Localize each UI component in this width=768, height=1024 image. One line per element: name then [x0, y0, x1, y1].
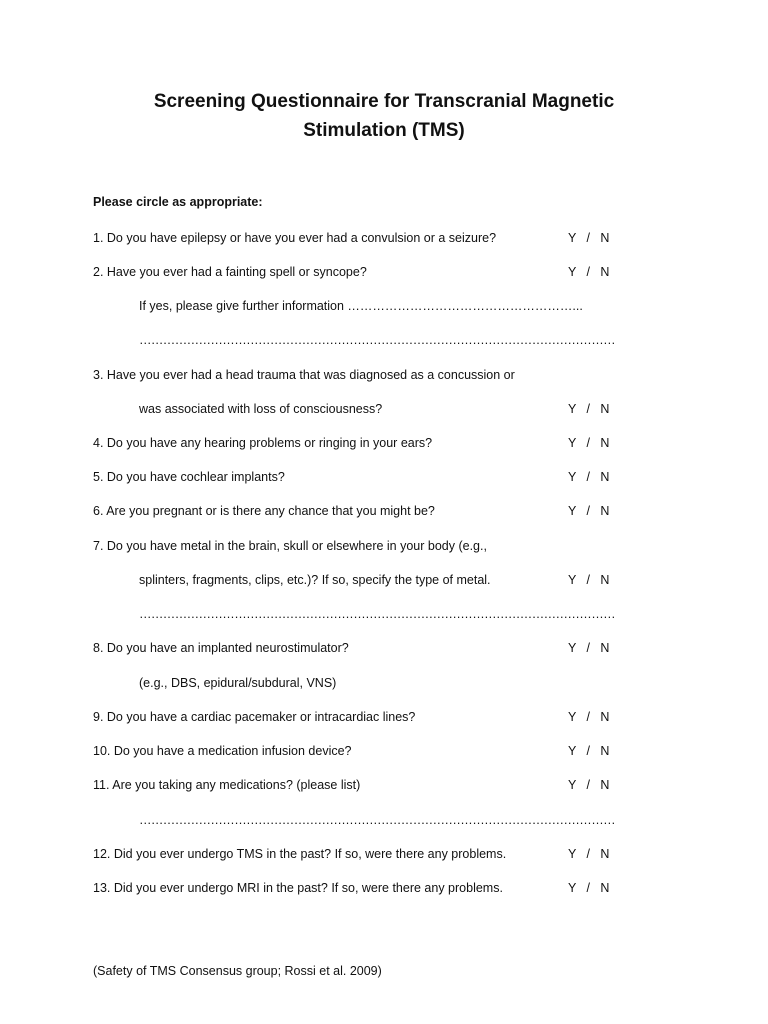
answer-yn-10[interactable]: Y / N	[568, 744, 610, 758]
question-3-continued: was associated with loss of consciousness?	[139, 402, 383, 416]
question-5: 5. Do you have cochlear implants?	[93, 470, 285, 484]
answer-yn-2[interactable]: Y / N	[568, 265, 610, 279]
question-12: 12. Did you ever undergo TMS in the past? If so, were there any problems.	[93, 847, 507, 861]
answer-yn-9[interactable]: Y / N	[568, 710, 610, 724]
answer-yn-12[interactable]: Y / N	[568, 847, 610, 861]
question-4: 4. Do you have any hearing problems or ringing in your ears?	[93, 436, 433, 450]
answer-yn-8[interactable]: Y / N	[568, 641, 610, 655]
answer-yn-1[interactable]: Y / N	[568, 231, 610, 245]
question-6: 6. Are you pregnant or is there any chance that you might be?	[93, 504, 435, 518]
answer-line-11[interactable]: …………………………………………………………………………………………………………	[139, 813, 616, 827]
question-10: 10. Do you have a medication infusion device?	[93, 744, 352, 758]
question-13: 13. Did you ever undergo MRI in the past? If so, were there any problems.	[93, 881, 503, 895]
question-8: 8. Do you have an implanted neurostimulator?	[93, 641, 349, 655]
question-11: 11. Are you taking any medications? (please list)	[93, 778, 361, 792]
answer-yn-6[interactable]: Y / N	[568, 504, 610, 518]
question-7-continued: splinters, fragments, clips, etc.)? If so, specify the type of metal.	[139, 573, 491, 587]
answer-yn-4[interactable]: Y / N	[568, 436, 610, 450]
question-1: 1. Do you have epilepsy or have you ever had a convulsion or a seizure?	[93, 231, 497, 245]
page-title-line-1: Screening Questionnaire for Transcranial Magnetic	[153, 91, 615, 112]
instruction-text: Please circle as appropriate:	[93, 195, 263, 209]
answer-line-7[interactable]: …………………………………………………………………………………………………………	[139, 607, 616, 621]
answer-yn-11[interactable]: Y / N	[568, 778, 610, 792]
question-2-followup[interactable]: If yes, please give further information ………………………………………………...	[139, 299, 583, 313]
question-9: 9. Do you have a cardiac pacemaker or intracardiac lines?	[93, 710, 416, 724]
question-8-examples: (e.g., DBS, epidural/subdural, VNS)	[139, 676, 337, 690]
answer-yn-13[interactable]: Y / N	[568, 881, 610, 895]
answer-line-2[interactable]: …………………………………………………………………………………………………………	[139, 333, 616, 347]
citation-footer: (Safety of TMS Consensus group; Rossi et al. 2009)	[93, 964, 382, 978]
answer-yn-3[interactable]: Y / N	[568, 402, 610, 416]
question-7: 7. Do you have metal in the brain, skull or elsewhere in your body (e.g.,	[93, 539, 487, 553]
answer-yn-7[interactable]: Y / N	[568, 573, 610, 587]
page-title-line-2: Stimulation (TMS)	[303, 120, 465, 141]
question-2: 2. Have you ever had a fainting spell or syncope?	[93, 265, 367, 279]
question-3: 3. Have you ever had a head trauma that was diagnosed as a concussion or	[93, 368, 515, 382]
answer-yn-5[interactable]: Y / N	[568, 470, 610, 484]
